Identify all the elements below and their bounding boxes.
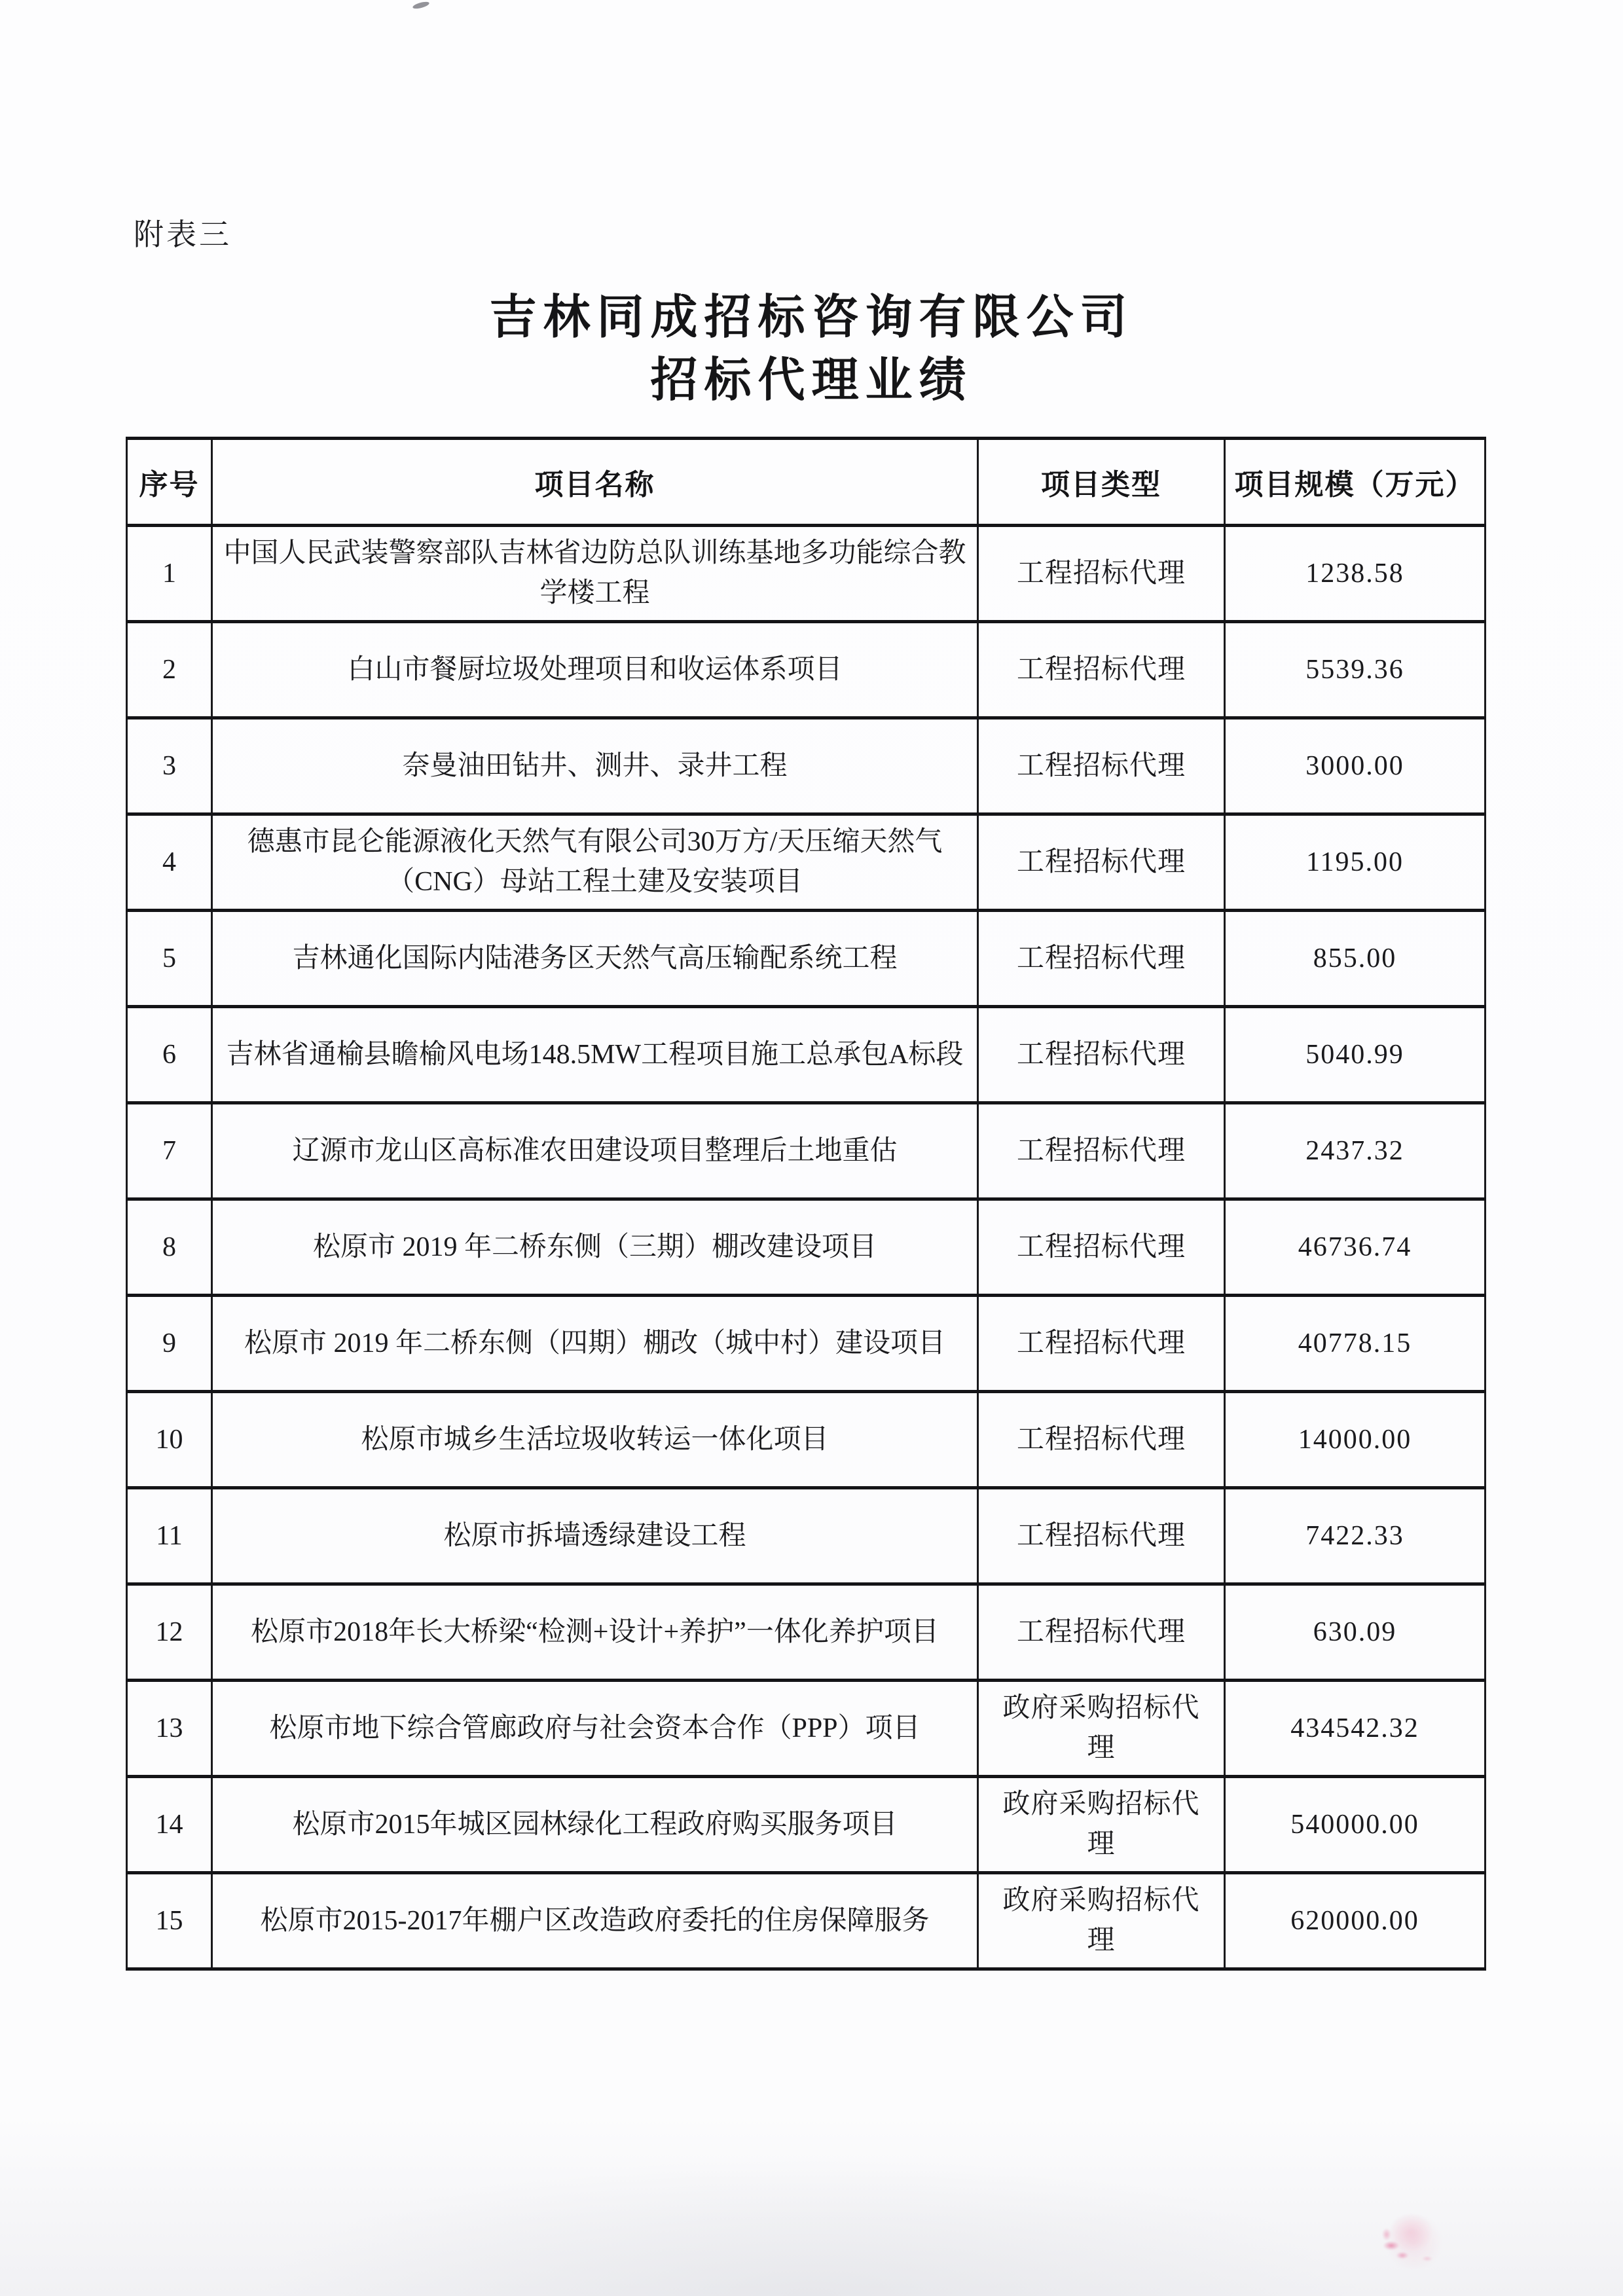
table-row [127,1681,1486,1777]
table-row [127,526,1486,622]
project-type-cell: 工程招标代理 [978,718,1225,814]
header-index: 序号 [127,439,212,526]
project-name-cell: 辽源市龙山区高标准农田建设项目整理后土地重估 [212,1103,978,1199]
project-type-cell: 工程招标代理 [978,1392,1225,1488]
document-title-line1: 吉林同成招标咨询有限公司 [489,291,1134,344]
project-scale-cell: 7422.33 [1225,1488,1486,1584]
table-row [127,1296,1486,1392]
project-scale-cell: 3000.00 [1225,718,1486,814]
row-index-cell: 12 [127,1584,212,1681]
scan-speck [412,1,429,10]
project-scale-cell: 434542.32 [1225,1681,1486,1777]
table-row [127,718,1486,814]
bidding-performance-table [126,437,1486,1971]
row-index-cell: 8 [127,1199,212,1296]
project-name-cell: 松原市 2019 年二桥东侧（三期）棚改建设项目 [212,1199,978,1296]
project-name-cell: 奈曼油田钻井、测井、录井工程 [212,718,978,814]
project-scale-cell: 855.00 [1225,911,1486,1007]
project-type-cell: 政府采购招标代理 [978,1873,1225,1969]
project-name-cell: 松原市2015-2017年棚户区改造政府委托的住房保障服务 [212,1873,978,1969]
project-scale-cell: 1195.00 [1225,814,1486,911]
header-project-type: 项目类型 [978,439,1225,526]
project-name-cell: 吉林通化国际内陆港务区天然气高压输配系统工程 [212,911,978,1007]
row-index-cell: 4 [127,814,212,911]
project-name-cell: 中国人民武装警察部队吉林省边防总队训练基地多功能综合教学楼工程 [212,526,978,622]
project-scale-cell: 46736.74 [1225,1199,1486,1296]
project-scale-cell: 540000.00 [1225,1777,1486,1873]
project-type-cell: 工程招标代理 [978,911,1225,1007]
project-scale-cell: 630.09 [1225,1584,1486,1681]
table-row [127,1392,1486,1488]
row-index-cell: 15 [127,1873,212,1969]
table-row [127,911,1486,1007]
project-type-cell: 工程招标代理 [978,1296,1225,1392]
row-index-cell: 9 [127,1296,212,1392]
row-index-cell: 11 [127,1488,212,1584]
row-index-cell: 1 [127,526,212,622]
project-type-cell: 工程招标代理 [978,814,1225,911]
project-type-cell: 政府采购招标代理 [978,1777,1225,1873]
project-scale-cell: 40778.15 [1225,1296,1486,1392]
row-index-cell: 6 [127,1007,212,1103]
row-index-cell: 10 [127,1392,212,1488]
table-row [127,622,1486,718]
table-row [127,1488,1486,1584]
project-name-cell: 白山市餐厨垃圾处理项目和收运体系项目 [212,622,978,718]
project-type-cell: 工程招标代理 [978,1103,1225,1199]
table-header-row [127,439,1486,526]
table-row [127,814,1486,911]
project-scale-cell: 5040.99 [1225,1007,1486,1103]
row-index-cell: 5 [127,911,212,1007]
project-scale-cell: 14000.00 [1225,1392,1486,1488]
project-name-cell: 松原市城乡生活垃圾收转运一体化项目 [212,1392,978,1488]
project-name-cell: 松原市拆墙透绿建设工程 [212,1488,978,1584]
document-title [0,287,1623,412]
project-name-cell: 德惠市昆仑能源液化天然气有限公司30万方/天压缩天然气（CNG）母站工程土建及安装项目 [212,814,978,911]
row-index-cell: 13 [127,1681,212,1777]
project-name-cell: 松原市2015年城区园林绿化工程政府购买服务项目 [212,1777,978,1873]
table-row [127,1777,1486,1873]
project-scale-cell: 2437.32 [1225,1103,1486,1199]
row-index-cell: 14 [127,1777,212,1873]
table-row [127,1873,1486,1969]
project-scale-cell: 620000.00 [1225,1873,1486,1969]
pink-ink-smudge-stamp [1368,2190,1447,2275]
project-type-cell: 工程招标代理 [978,1007,1225,1103]
project-type-cell: 工程招标代理 [978,526,1225,622]
project-type-cell: 工程招标代理 [978,1488,1225,1584]
row-index-cell: 3 [127,718,212,814]
project-name-cell: 吉林省通榆县瞻榆风电场148.5MW工程项目施工总承包A标段 [212,1007,978,1103]
table-row [127,1007,1486,1103]
project-type-cell: 工程招标代理 [978,622,1225,718]
attachment-label: 附表三 [134,218,232,251]
project-name-cell: 松原市 2019 年二桥东侧（四期）棚改（城中村）建设项目 [212,1296,978,1392]
table-row [127,1584,1486,1681]
project-type-cell: 政府采购招标代理 [978,1681,1225,1777]
table-row [127,1103,1486,1199]
performance-table-body [127,526,1486,1969]
project-name-cell: 松原市地下综合管廊政府与社会资本合作（PPP）项目 [212,1681,978,1777]
project-type-cell: 工程招标代理 [978,1584,1225,1681]
project-type-cell: 工程招标代理 [978,1199,1225,1296]
header-project-name: 项目名称 [212,439,978,526]
row-index-cell: 2 [127,622,212,718]
header-project-scale: 项目规模（万元） [1225,439,1486,526]
project-scale-cell: 1238.58 [1225,526,1486,622]
project-name-cell: 松原市2018年长大桥梁“检测+设计+养护”一体化养护项目 [212,1584,978,1681]
project-scale-cell: 5539.36 [1225,622,1486,718]
document-title-line2: 招标代理业绩 [650,354,973,407]
table-row [127,1199,1486,1296]
row-index-cell: 7 [127,1103,212,1199]
